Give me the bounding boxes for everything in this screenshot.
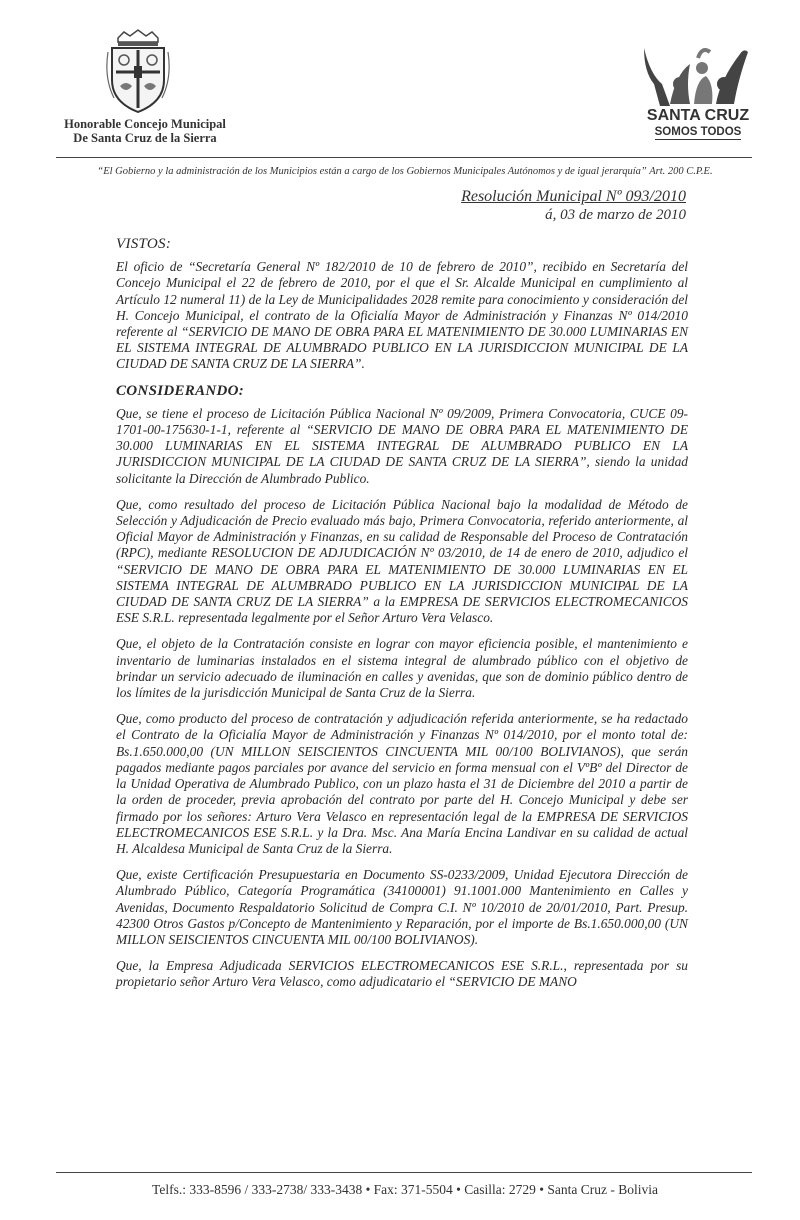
considerando-paragraph: Que, como resultado del proceso de Licitación Pública Nacional bajo la modalidad de Método de Selección y Adjudicación de Precio evaluado más bajo, Primera Convocatoria, referido anteriormente, al Oficial Mayor de Administración y Finanzas, en su calidad de Responsable del Proceso de Contratación (RPC), mediante RESOLUCION DE ADJUDICACIÓN Nº 03/2010, de 14 de enero de 2010, adjudico el “SERVICIO DE MANO DE OBRA PARA EL MATENIMIENTO DE 30.000 LUMINARIAS EN EL SISTEMA INTEGRAL DE ALUMBRADO PUBLICO EN LA JURISDICCION MUNICIPAL DE LA CIUDAD DE SANTA CRUZ DE LA SIERRA” a la EMPRESA DE SERVICIOS ELECTROMECANICOS ESE S.R.L. representada legalmente por el Señor Arturo Vera Velasco.: [116, 496, 688, 626]
coat-of-arms-logo: [104, 28, 172, 116]
considerando-paragraph: Que, la Empresa Adjudicada SERVICIOS ELECTROMECANICOS ESE S.R.L., representada por su propietario señor Arturo Vera Velasco, como adjudicatario el “SERVICIO DE MANO: [116, 958, 688, 990]
considerando-heading: CONSIDERANDO:: [116, 382, 245, 399]
org-name-line1: Honorable Concejo Municipal: [64, 117, 226, 131]
logo-tagline: [636, 126, 760, 138]
header-divider: [56, 157, 752, 158]
vistos-paragraph: El oficio de “Secretaría General Nº 182/2010 de 10 de febrero de 2010”, recibido en Secretaría del Concejo Municipal el 22 de febrero de 2010, por el que el Sr. Alcalde Municipal en cumplimiento al Artículo 12 numeral 11) de la Ley de Municipalidades 2028 remite para conocimiento y consideración del H. Concejo Municipal, el contrato de la Oficialía Mayor de Administración y Finanzas Nº 014/2010 referente al “SERVICIO DE MANO DE OBRA PARA EL MATENIMIENTO DE 30.000 LUMINARIAS EN EL SISTEMA INTEGRAL DE ALUMBRADO PUBLICO EN LA JURISDICCION MUNICIPAL DE LA CIUDAD DE SANTA CRUZ DE LA SIERRA”.: [116, 259, 688, 372]
vistos-heading: VISTOS:: [116, 236, 172, 252]
constitution-quote: “El Gobierno y la administración de los Municipios están a cargo de los Gobiernos Municipales Autónomos y de igual jerarquía” Art. 200 C.P.E.: [97, 166, 713, 177]
considerando-paragraph: Que, se tiene el proceso de Licitación Pública Nacional Nº 09/2009, Primera Convocatoria, CUCE 09-1701-00-175630-1-1, referente al “SERVICIO DE MANO DE OBRA PARA EL MATENIMIENTO DE 30.000 LUMINARIAS EN EL SISTEMA INTEGRAL DE ALUMBRADO PUBLICO EN LA JURISDICCION MUNICIPAL DE LA CIUDAD DE SANTA CRUZ DE LA SIERRA”, siendo la unidad solicitante la Dirección de Alumbrado Publico.: [116, 405, 688, 486]
org-name-line2: De Santa Cruz de la Sierra: [73, 131, 217, 145]
footer-contact: Telfs.: 333-8596 / 333-2738/ 333-3438 • Fax: 371-5504 • Casilla: 2729 • Santa Cruz - Bolivia: [152, 1182, 658, 1197]
considerando-paragraph: Que, el objeto de la Contratación consiste en lograr con mayor eficiencia posible, el mantenimiento e inventario de luminarias instalados en el sistema integral de alumbrado público con el objetivo de brindar un servicio adecuado de iluminación en calles y avenidas, que son de dominio público dentro de los límites de la jurisdicción Municipal de Santa Cruz de la Sierra.: [116, 636, 688, 701]
issuing-body-name: [40, 117, 250, 145]
considerando-paragraph: Que, existe Certificación Presupuestaria en Documento SS-0233/2009, Unidad Ejecutora Dirección de Alumbrado Público, Categoría Programática (34100001) 91.1001.000 Mantenimiento en Calles y Avenidas, Documento Respaldatorio Solicitud de Compra C.I. Nº 10/2010 de 20/01/2010, Part. Presup. 42300 Otros Gastos p/Concepto de Mantenimiento y Reparación, por el importe de Bs.1.650.000,00 (UN MILLON SEISCIENTOS CINCUENTA MIL 00/100 BOLIVIANOS).: [116, 867, 688, 947]
logo-brand-text: SANTA CRUZ: [646, 107, 750, 124]
resolution-date: á, 03 de marzo de 2010: [545, 207, 686, 223]
resolution-number: Resolución Municipal Nº 093/2010: [461, 188, 686, 205]
resolution-title: [420, 188, 686, 206]
logo-tagline-text: SOMOS TODOS: [654, 126, 742, 138]
footer-divider: [56, 1172, 752, 1173]
considerando-paragraph: Que, como producto del proceso de contratación y adjudicación referida anteriormente, se ha redactado el Contrato de la Oficialía Mayor de Administración y Finanzas Nº 014/2010, por el monto total de: Bs.1.650.000,00 (UN MILLON SEISCIENTOS CINCUENTA MIL 00/100 BOLIVIANOS), que serán pagados mediante pagos parciales por avance del servicio en forma mensual con el VºBº del Director de la Unidad Operativa de Alumbrado Publico, con un plazo hasta el 31 de Diciembre del 2010 a partir de la orden de proceder, previa aprobación del contrato por parte del H. Concejo Municipal y debe ser firmado por los señores: Arturo Vera Velasco en representación legal de la EMPRESA DE SERVICIOS ELECTROMECANICOS ESE S.R.L. y la Dra. Msc. Ana María Encina Landivar en su calidad de actual H. Alcaldesa Municipal de Santa Cruz de la Sierra.: [116, 711, 688, 856]
document-body: [116, 236, 688, 1001]
